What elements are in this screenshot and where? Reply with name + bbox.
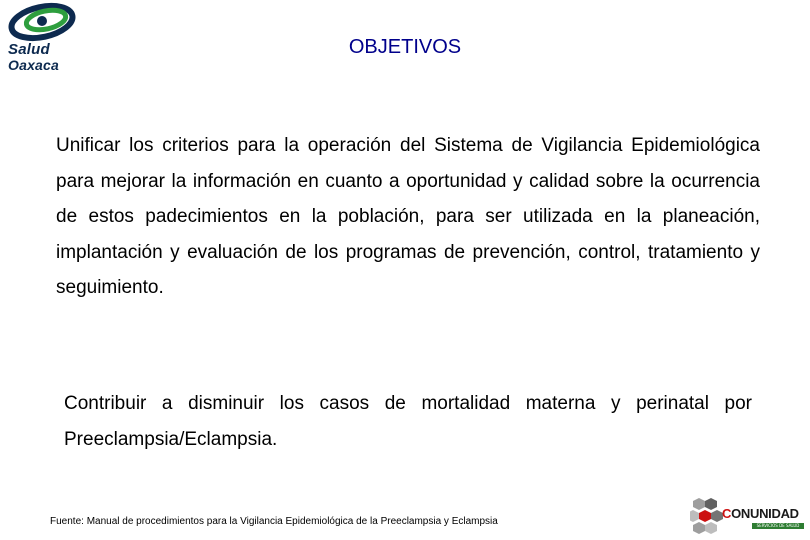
source-footnote: Fuente: Manual de procedimientos para la Vigilancia Epidemiológica de la Preeclampsia y Eclampsia [50,516,498,527]
objective-paragraph-1: Unificar los criterios para la operación del Sistema de Vigilancia Epidemiológica para mejorar la información en cuanto a oportunidad y calidad sobre la ocurrencia de estos padecimientos en la población, para ser utilizada en la planeación, implantación y evaluación de los programas de prevención, control, tratamiento y seguimiento. [56,135,760,298]
objective-paragraph-2: Contribuir a disminuir los casos de mortalidad materna y perinatal por Preeclampsia/Eclampsia. [64,393,752,450]
hexagon-cluster-icon [690,496,724,536]
logo-line-salud: Salud [8,41,50,58]
conunidad-logo [690,496,806,536]
conunidad-wordmark: CONUNIDAD [722,506,799,521]
page-title: OBJETIVOS [348,36,462,58]
logo-line-oaxaca: Oaxaca [8,57,60,73]
conunidad-tagline: SERVICIOS DE SALUD [752,523,804,529]
